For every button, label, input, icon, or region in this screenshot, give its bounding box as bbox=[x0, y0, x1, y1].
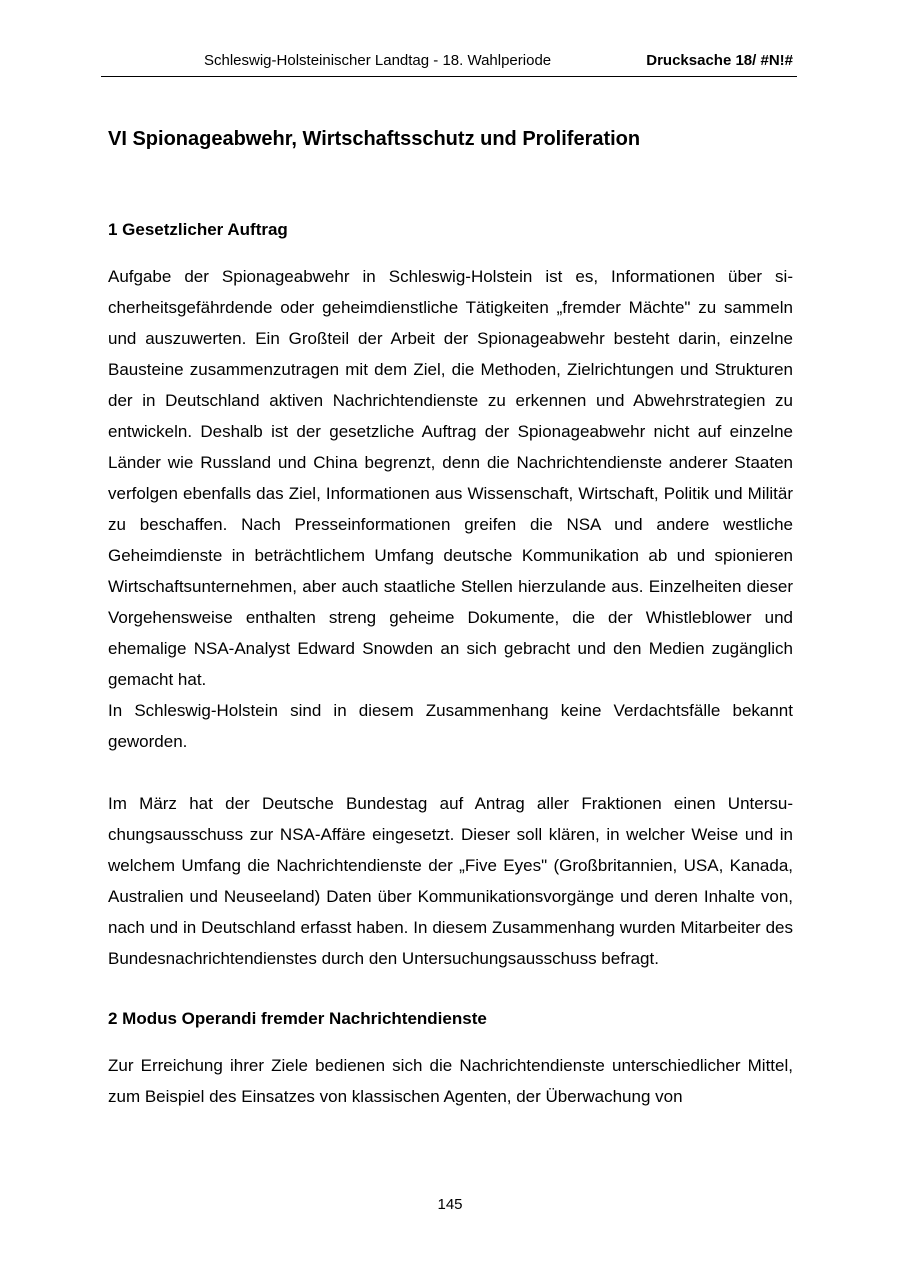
section-1-paragraph-1: Aufgabe der Spionageabwehr in Schleswig-Holstein ist es, Informationen über sicherheitsgefährdende oder geheimdienstliche Tätigkeiten „fremder Mächte" zu sammeln und auszuwerten. Ein Großteil der Arbeit der Spionageabwehr besteht darin, einzelne Bausteine zusammenzutragen mit dem Ziel, die Methoden, Zielrichtungen und Strukturen der in Deutschland aktiven Nachrichtendienste zu erkennen und Abwehrstrategien zu entwickeln. Deshalb ist der gesetzliche Auftrag der Spionageabwehr nicht auf einzelne Länder wie Russland und China begrenzt, denn die Nachrichtendienste anderer Staaten verfolgen ebenfalls das Ziel, Informationen aus Wissenschaft, Wirtschaft, Politik und Militär zu beschaffen. Nach Presseinformationen greifen die NSA und andere westliche Geheimdienste in beträchtlichem Umfang deutsche Kommunikation ab und spionieren Wirtschaftsunternehmen, aber auch staatliche Stellen hierzulande aus. Einzelheiten dieser Vorgehensweise enthalten streng geheime Dokumente, die der Whistleblower und ehemalige NSA-Analyst Edward Snowden an sich gebracht und den Medien zugänglich gemacht hat. bbox=[108, 267, 793, 689]
section-2-title: 2 Modus Operandi fremder Nachrichtendienste bbox=[108, 1009, 487, 1028]
section-2-paragraph-1: Zur Erreichung ihrer Ziele bedienen sich die Nachrichtendienste unterschiedlicher Mittel, zum Beispiel des Einsatzes von klassischen Agenten, der Überwachung von bbox=[108, 1056, 793, 1106]
section-1-paragraph-3: Im März hat der Deutsche Bundestag auf Antrag aller Fraktionen einen Untersuchungsausschuss zur NSA-Affäre eingesetzt. Dieser soll klären, in welcher Weise und in welchem Umfang die Nachrichtendienste der „Five Eyes" (Großbritannien, USA, Kanada, Australien und Neuseeland) Daten über Kommunikationsvorgänge und deren Inhalte von, nach und in Deutschland erfasst haben. In diesem Zusammenhang wurden Mitarbeiter des Bundesnachrichtendienstes durch den Untersuchungsausschuss befragt. bbox=[108, 794, 793, 968]
header-doc-ref: Drucksache 18/ #N!# bbox=[646, 52, 793, 69]
page-number: 145 bbox=[437, 1196, 463, 1213]
section-1-paragraph-2: In Schleswig-Holstein sind in diesem Zusammenhang keine Verdachtsfälle bekannt geworden. bbox=[108, 701, 793, 751]
page-header bbox=[101, 50, 797, 77]
section-1-title: 1 Gesetzlicher Auftrag bbox=[108, 220, 288, 239]
header-title: Schleswig-Holsteinischer Landtag - 18. Wahlperiode bbox=[204, 52, 552, 69]
chapter-title: VI Spionageabwehr, Wirtschaftsschutz und Proliferation bbox=[108, 128, 641, 150]
page-content bbox=[108, 126, 793, 1112]
